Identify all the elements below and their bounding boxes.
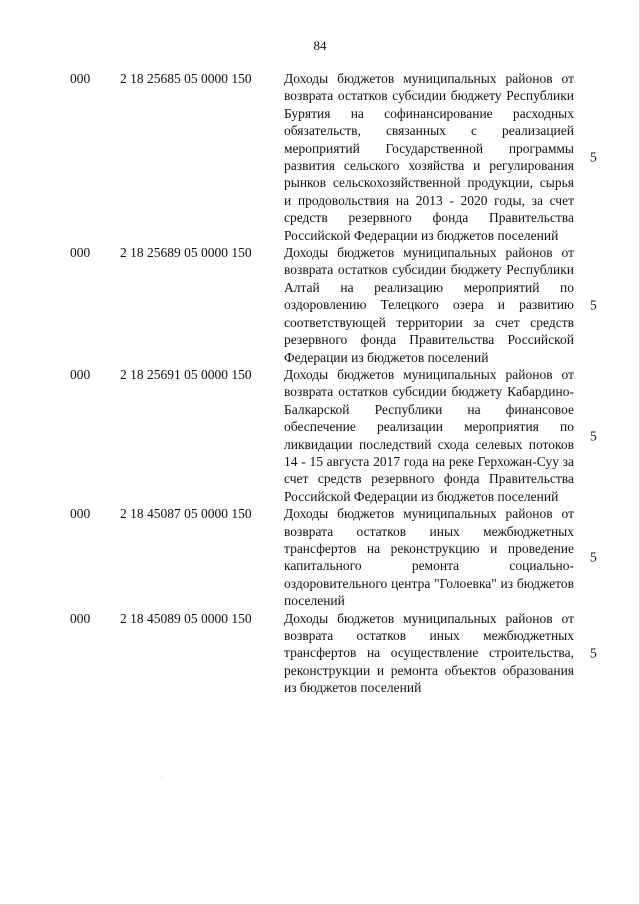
amount-value: 5 [590, 645, 597, 661]
budget-classification-code: 2 18 25685 05 0000 150 [120, 71, 252, 86]
admin-code: 000 [70, 610, 91, 626]
budget-classification-code: 2 18 45089 05 0000 150 [120, 610, 252, 626]
table-row [0, 366, 640, 505]
admin-code: 000 [70, 506, 91, 522]
amount-value: 5 [590, 149, 597, 165]
budget-classification-code: 2 18 25691 05 0000 150 [120, 366, 252, 382]
page-number: 84 [313, 38, 327, 53]
amount-value: 5 [590, 297, 597, 313]
admin-code: 000 [70, 245, 91, 261]
table-row [0, 505, 640, 609]
income-description: Доходы бюджетов муниципальных районов от возврата остатков субсидии бюджету Кабардино-Балкарской Республики на финансовое обеспечение реализации мероприятия по ликвидации последствий схода селевых потоков 14 - 15 августа 2017 года на реке Герхожан-Суу за счет средств резервного фонда Правительства Российской Федерации из бюджетов поселений [284, 366, 574, 504]
income-code-table [0, 70, 640, 697]
admin-code: 000 [70, 366, 91, 382]
amount-value: 5 [590, 427, 597, 443]
table-row [0, 610, 640, 697]
income-description: Доходы бюджетов муниципальных районов от возврата остатков иных межбюджетных трансфертов на осуществление строительства, реконструкции и ремонта объектов образования из бюджетов поселений [284, 610, 574, 696]
budget-classification-code: 2 18 45087 05 0000 150 [120, 506, 252, 522]
table-row [0, 70, 640, 244]
admin-code: 000 [70, 71, 91, 86]
budget-classification-code: 2 18 25689 05 0000 150 [120, 245, 252, 261]
income-description: Доходы бюджетов муниципальных районов от возврата остатков субсидии бюджету Республики Алтай на реализацию мероприятий по оздоровлению Телецкого озера и развитию соответствующей территории за счет средств резервного фонда Правительства Российской Федерации из бюджетов поселений [284, 245, 574, 365]
amount-value: 5 [590, 549, 597, 565]
income-description: Доходы бюджетов муниципальных районов от возврата остатков субсидии бюджету Республики Бурятия на софинансирование расходных обязательств, связанных с реализацией мероприятий Государственной программы развития сельского хозяйства и регулирования рынков сельскохозяйственной продукции, сырья и продовольствия на 2013 - 2020 годы, за счет средств резервного фонда Правительства Российской Федерации из бюджетов поселений [284, 71, 574, 243]
table-row [0, 244, 640, 366]
scan-speck [161, 777, 162, 778]
income-description: Доходы бюджетов муниципальных районов от возврата остатков иных межбюджетных трансфертов на реконструкцию и проведение капитального ремонта социально-оздоровительного центра "Голоевка" из бюджетов поселений [284, 506, 574, 609]
